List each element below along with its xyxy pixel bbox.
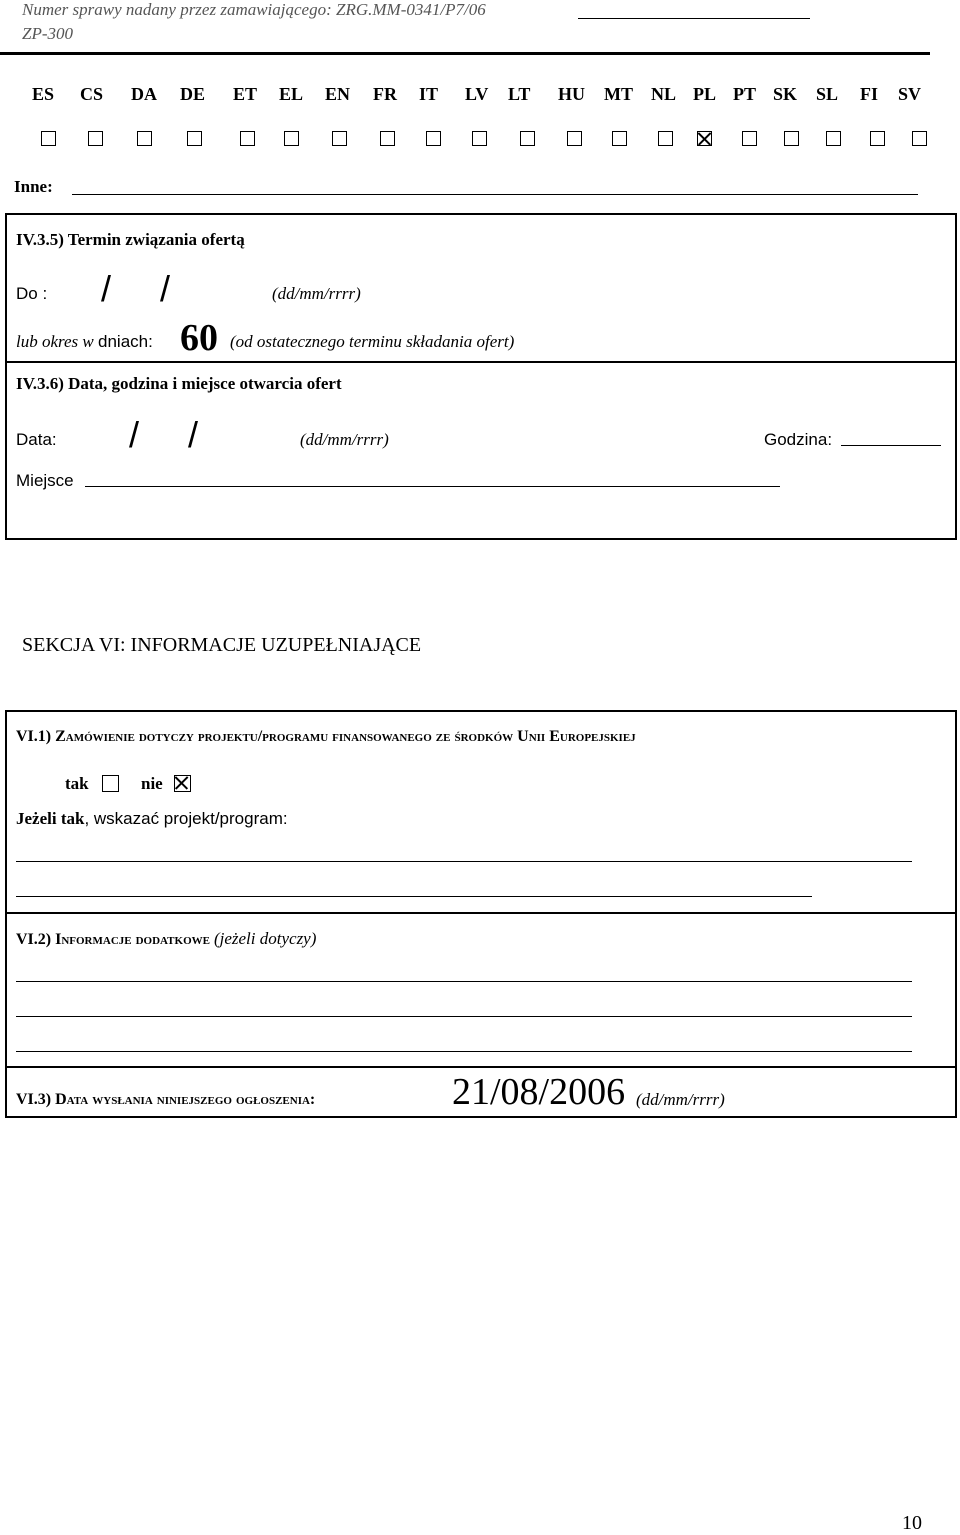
- info-input-line-2[interactable]: [16, 1016, 912, 1017]
- vi2-heading-note: (jeżeli dotyczy): [213, 929, 317, 948]
- lang-el: EL: [279, 84, 304, 104]
- checkbox-lang-fr[interactable]: [380, 131, 395, 146]
- iv-divider: [5, 361, 957, 363]
- checkbox-lang-pt[interactable]: [742, 131, 757, 146]
- lang-fr: FR: [373, 84, 397, 104]
- checkbox-lang-el[interactable]: [284, 131, 299, 146]
- checkbox-lang-mt[interactable]: [612, 131, 627, 146]
- checkbox-nie[interactable]: [174, 775, 191, 792]
- checkbox-lang-de[interactable]: [187, 131, 202, 146]
- miejsce-input-line[interactable]: [85, 486, 780, 487]
- lang-hu: HU: [558, 84, 585, 104]
- lang-es: ES: [32, 84, 55, 104]
- vi2-heading-bold: VI.2) Informacje dodatkowe: [16, 931, 210, 948]
- header-underline: [578, 18, 810, 19]
- vi-divider-1: [5, 912, 957, 914]
- date-separator-4: /: [188, 414, 199, 455]
- case-number-header-2: ZP-300: [22, 24, 73, 43]
- checkbox-lang-sl[interactable]: [826, 131, 841, 146]
- tak-label: tak: [65, 774, 89, 793]
- date-separator-1: /: [101, 268, 112, 309]
- jezeli-bold: Jeżeli tak: [16, 809, 85, 828]
- section-vi-title: SEKCJA VI: INFORMACJE UZUPEŁNIAJĄCE: [22, 634, 422, 656]
- lang-lv: LV: [465, 84, 489, 104]
- page-number: 10: [902, 1512, 922, 1534]
- lang-it: IT: [419, 84, 439, 104]
- lang-nl: NL: [651, 84, 677, 104]
- lang-cs: CS: [80, 84, 104, 104]
- data-label: Data:: [16, 430, 57, 449]
- case-number-header: Numer sprawy nadany przez zamawiającego: ZRG.MM-0341/P7/06: [22, 0, 486, 19]
- lang-et: ET: [233, 84, 258, 104]
- iv36-heading: IV.3.6) Data, godzina i miejsce otwarcia ofert: [16, 374, 342, 393]
- lang-mt: MT: [604, 84, 633, 104]
- checkbox-lang-en[interactable]: [332, 131, 347, 146]
- date-separator-2: /: [160, 268, 171, 309]
- checkbox-lang-sv[interactable]: [912, 131, 927, 146]
- iv35-heading: IV.3.5) Termin związania ofertą: [16, 230, 245, 249]
- info-input-line-1[interactable]: [16, 981, 912, 982]
- section-vi-box: [5, 710, 957, 1118]
- miejsce-label: Miejsce: [16, 471, 74, 490]
- info-input-line-3[interactable]: [16, 1051, 912, 1052]
- vi-divider-2: [5, 1066, 957, 1068]
- okres-word: dniach:: [98, 332, 153, 351]
- project-input-line-2[interactable]: [16, 896, 812, 897]
- vi1-heading: VI.1) Zamówienie dotyczy projektu/programu finansowanego ze środków Unii Europejskiej: [16, 728, 636, 745]
- checkbox-lang-es[interactable]: [41, 131, 56, 146]
- lang-sv: SV: [898, 84, 922, 104]
- lang-en: EN: [325, 84, 351, 104]
- checkbox-lang-cs[interactable]: [88, 131, 103, 146]
- jezeli-rest: , wskazać projekt/program:: [84, 809, 288, 828]
- jezeli-line: [16, 809, 288, 829]
- godzina-label: Godzina:: [764, 430, 833, 449]
- lang-sk: SK: [773, 84, 798, 104]
- vi2-heading: [16, 929, 316, 949]
- okres-prefix: lub okres w: [16, 332, 94, 351]
- nie-label: nie: [141, 774, 163, 793]
- godzina-input-line[interactable]: [841, 445, 941, 446]
- vi3-date-value: 21/08/2006: [452, 1071, 626, 1113]
- lang-fi: FI: [860, 84, 878, 104]
- vi3-heading: VI.3) Data wysłania niniejszego ogłoszenia:: [16, 1091, 316, 1108]
- checkbox-lang-da[interactable]: [137, 131, 152, 146]
- lang-pt: PT: [733, 84, 757, 104]
- inne-input-line[interactable]: [72, 194, 918, 195]
- lang-de: DE: [180, 84, 206, 104]
- lang-da: DA: [131, 84, 157, 104]
- checkbox-lang-lv[interactable]: [472, 131, 487, 146]
- checkbox-lang-hu[interactable]: [567, 131, 582, 146]
- checkbox-lang-lt[interactable]: [520, 131, 535, 146]
- checkbox-lang-it[interactable]: [426, 131, 441, 146]
- inne-label: Inne:: [14, 177, 53, 196]
- lang-pl: PL: [693, 84, 717, 104]
- checkbox-lang-fi[interactable]: [870, 131, 885, 146]
- checkbox-lang-sk[interactable]: [784, 131, 799, 146]
- do-label: Do :: [16, 284, 48, 303]
- okres-line: [16, 332, 153, 352]
- okres-days-value: 60: [180, 317, 218, 359]
- okres-note: (od ostatecznego terminu składania ofert): [230, 332, 515, 351]
- lang-lt: LT: [508, 84, 531, 104]
- lang-sl: SL: [816, 84, 839, 104]
- checkbox-tak[interactable]: [102, 775, 119, 792]
- project-input-line-1[interactable]: [16, 861, 912, 862]
- checkbox-lang-nl[interactable]: [658, 131, 673, 146]
- checkbox-lang-et[interactable]: [240, 131, 255, 146]
- checkbox-lang-pl[interactable]: [697, 131, 712, 146]
- vi3-date-format: (dd/mm/rrrr): [636, 1090, 725, 1109]
- date-separator-3: /: [129, 414, 140, 455]
- header-rule: [0, 52, 930, 55]
- do-date-format: (dd/mm/rrrr): [272, 284, 361, 303]
- data-date-format: (dd/mm/rrrr): [300, 430, 389, 449]
